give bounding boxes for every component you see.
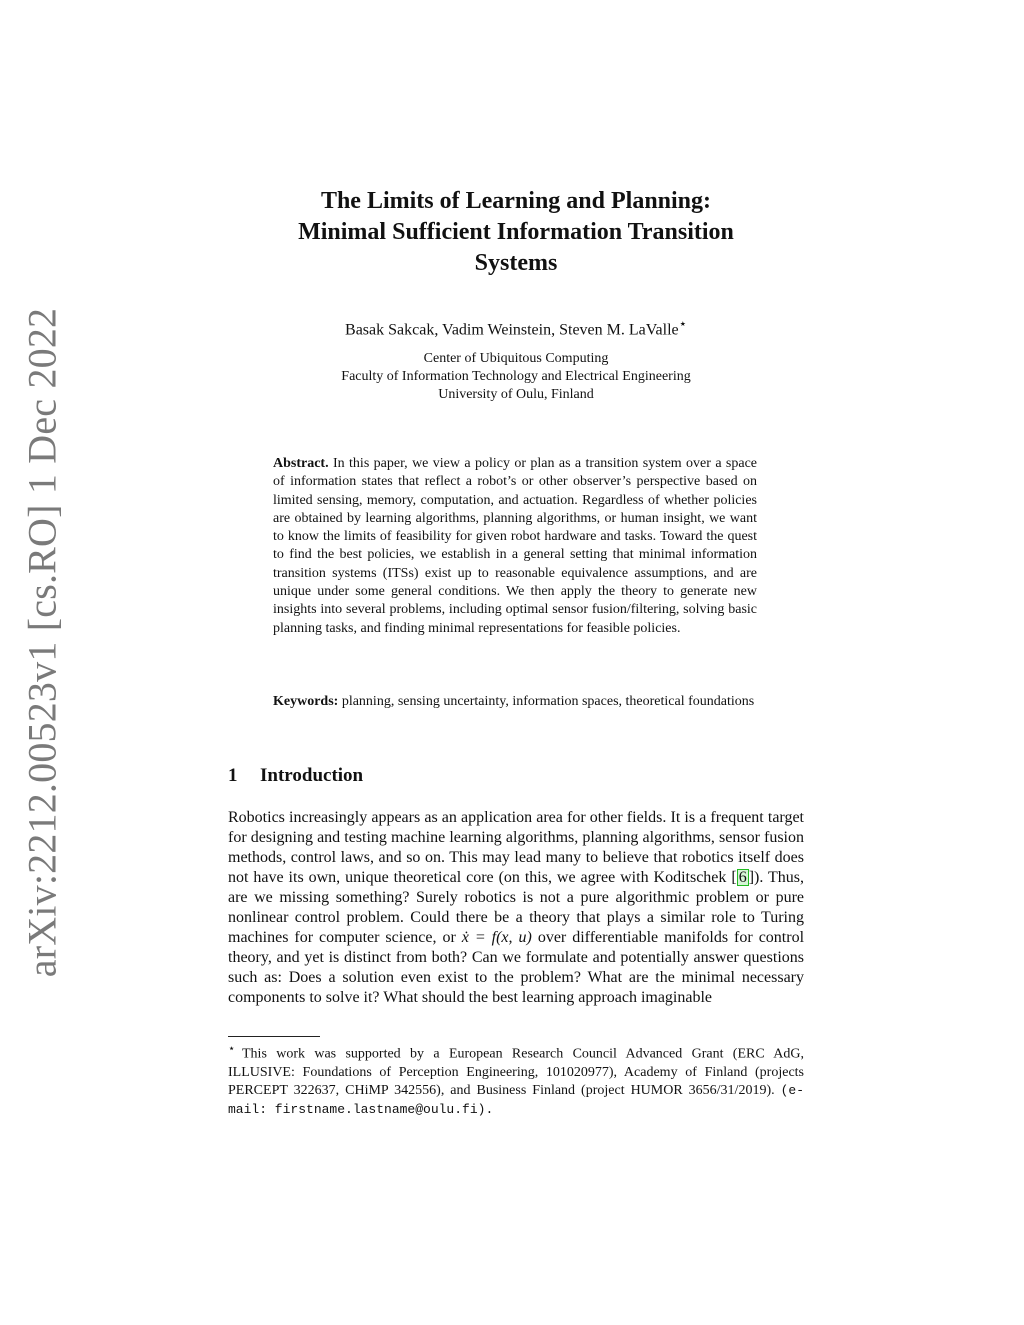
keywords-text: planning, sensing uncertainty, information spaces, theoretical foundations (341, 694, 755, 709)
author-names: Basak Sakcak, Vadim Weinstein, Steven M. LaValle (345, 321, 679, 339)
arxiv-identifier-stamp (15, 307, 69, 978)
abstract (273, 455, 757, 638)
title-line-3: Systems (474, 250, 558, 276)
arxiv-identifier-text: arXiv:2212.00523v1 [cs.RO] 1 Dec 2022 (19, 307, 65, 978)
body-text-part-3: over differentiable manifolds for control theory, and yet is distinct from both? Can we formulate and potentially answer questions such as: Does a solution even exist to the problem? What are the minimal necessary components to solve it? What should the best learning approach imaginable (228, 929, 805, 1006)
title-line-1: The Limits of Learning and Planning: (320, 188, 712, 214)
footnote-email: (e-mail: firstname.lastname@oulu.fi). (228, 1083, 805, 1117)
affiliation-line-2: Faculty of Information Technology and Electrical Engineering (341, 369, 691, 384)
citation-link[interactable]: 6 (738, 869, 747, 886)
section-heading-introduction (228, 764, 363, 788)
author-footnote-mark: ⋆ (678, 316, 687, 331)
affiliation-line-1: Center of Ubiquitous Computing (423, 351, 609, 366)
footnote-divider (228, 1036, 320, 1037)
abstract-label: Abstract. (273, 456, 329, 471)
title-line-2: Minimal Sufficient Information Transition (298, 219, 734, 245)
footnote-text: This work was supported by a European Research Council Advanced Grant (ERC AdG, ILLUSIVE: Foundations of Perception Engineering, 101020977), Academy of Finland (projects PERCEPT 322637, CHiMP 342556), and Business Finland (project HUMOR 3656/31/2019). (228, 1046, 804, 1099)
footnote-mark: ⋆ (228, 1042, 236, 1055)
introduction-paragraph (228, 808, 804, 1008)
keywords-label: Keywords: (273, 694, 339, 709)
keywords (273, 693, 757, 711)
section-title: Introduction (260, 765, 364, 786)
body-text-part-2: ]). Thus, are we missing something? Surely robotics is not a pure algorithmic problem or pure nonlinear control problem. Could there be a theory that plays a similar role to Turing machines for computer science, or (228, 869, 805, 946)
abstract-text: In this paper, we view a policy or plan as a transition system over a space of information states that reflect a robot’s or other observer’s perspective based on limited sensing, memory, computation, and actuation. Regardless of whether policies are obtained by learning algorithms, planning algorithms, or human insight, we want to know the limits of feasibility for given robot hardware and tasks. Toward the quest to find the best policies, we establish in a general setting that minimal information transition systems (ITSs) exist up to reasonable equivalence assumptions, and are unique under some general conditions. We then apply the theory to generate new insights into several problems, including optimal sensor fusion/filtering, solving basic planning tasks, and finding minimal representations for feasible policies. (273, 456, 757, 636)
affiliation-block (228, 350, 804, 404)
author-list (228, 314, 804, 340)
body-text-part-1: Robotics increasingly appears as an application area for other fields. It is a frequent target for designing and testing machine learning algorithms, planning algorithms, sensor fusion methods, control laws, and so on. This may lead many to believe that robotics itself does not have its own, unique theoretical core (on this, we agree with Koditschek [ (228, 809, 804, 886)
paper-title (228, 186, 804, 279)
section-number: 1 (228, 765, 238, 786)
inline-equation: ẋ = f(x, u) (461, 929, 532, 946)
footnote (228, 1040, 804, 1119)
affiliation-line-3: University of Oulu, Finland (438, 387, 594, 402)
